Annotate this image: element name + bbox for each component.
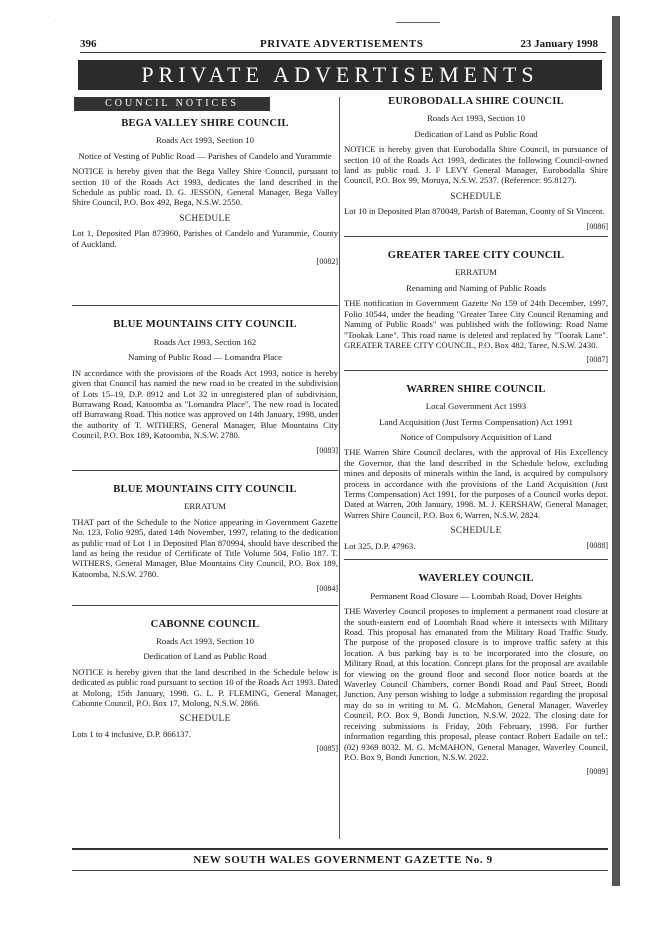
notice-council: BLUE MOUNTAINS CITY COUNCIL — [113, 483, 297, 495]
notice-cabonne — [72, 620, 338, 755]
page-number: 396 — [80, 38, 97, 50]
notice-subject: Naming of Public Road — Lomandra Place — [128, 352, 282, 363]
running-title: PRIVATE ADVERTISEMENTS — [260, 38, 424, 50]
notice-code: [0084] — [316, 584, 338, 594]
top-mark — [396, 22, 440, 23]
notice-act: Roads Act 1993, Section 10 — [156, 636, 254, 646]
schedule-text: Lots 1 to 4 inclusive, D.P. 866137. — [72, 728, 191, 739]
notice-act: Roads Act 1993, Section 10 — [156, 135, 254, 146]
notice-act-2: Land Acquisition (Just Terms Compensation) Act 1991 — [379, 416, 573, 427]
column-divider — [339, 97, 340, 839]
right-column — [344, 97, 608, 778]
notice-subject: Notice of Compulsory Acquisition of Land — [400, 431, 552, 442]
notice-act: Roads Act 1993, Section 10 — [427, 113, 525, 124]
notice-code: [0087] — [586, 355, 608, 365]
notice-warren — [344, 385, 608, 552]
notice-council: EUROBODALLA SHIRE COUNCIL — [388, 96, 564, 107]
notice-waverley — [344, 574, 608, 777]
notice-greater-taree — [344, 251, 608, 366]
notice-separator — [344, 236, 608, 237]
running-header — [80, 38, 598, 52]
scan-smudge: · · — [44, 14, 50, 20]
bottom-rule — [72, 870, 608, 871]
section-banner: PRIVATE ADVERTISEMENTS — [78, 60, 602, 90]
notice-separator — [72, 470, 338, 471]
schedule-text: Lot 10 in Deposited Plan 870049, Parish of Bateman, County of St Vincent. — [344, 206, 605, 217]
notice-subject: Dedication of Land as Public Road — [414, 128, 538, 139]
notice-body: NOTICE is hereby given that the land described in the Schedule below is dedicated as public road pursuant to section 10 of the Roads Act 1993. Dated at Molong, 15th January, 1998. G. L. P. FLEMING, General Manager, Cabonne Council, P.O. Box 17, Molong, N.S.W. 2866. — [72, 666, 338, 709]
schedule-heading: SCHEDULE — [450, 525, 502, 536]
notice-code: [0086] — [586, 221, 608, 231]
notice-code: [0089] — [586, 767, 608, 777]
schedule-text: Lot 1, Deposited Plan 873960, Parishes of Candelo and Yurammie, County of Auckland. — [72, 228, 338, 249]
header-rule — [80, 52, 606, 53]
scan-edge-bar — [612, 16, 620, 886]
schedule-heading: SCHEDULE — [179, 212, 231, 223]
notice-council: CABONNE COUNCIL — [150, 618, 260, 630]
notice-separator — [344, 370, 608, 371]
notice-act: Local Government Act 1993 — [425, 401, 527, 412]
notice-council: GREATER TAREE CITY COUNCIL — [387, 250, 565, 262]
notice-blue-mountains-naming — [72, 320, 338, 455]
schedule-heading: SCHEDULE — [179, 713, 231, 724]
notice-separator — [72, 605, 338, 606]
issue-date: 23 January 1998 — [520, 38, 598, 50]
notice-subject: Dedication of Land as Public Road — [143, 651, 267, 662]
schedule-heading: SCHEDULE — [450, 190, 502, 201]
notice-council: BEGA VALLEY SHIRE COUNCIL — [121, 118, 289, 129]
notice-body: NOTICE is hereby given that Eurobodalla Shire Council, in pursuance of section 10 of the Roads Act 1993, dedicates the following Council-owned land as public road. J. F LEVY General Manager, Eurobodalla Shire Council, P.O. Box 99, Moruya, N.S.W. 2537. (Reference: 95.8127). — [344, 144, 608, 186]
notice-body: NOTICE is hereby given that the Bega Valley Shire Council, pursuant to section 10 of the Roads Act 1993, dedicates the land described in the Schedule as public road. D. G. JESSON, General Manager, Bega Valley Shire Council, P.O. Box 492, Bega, N.S.W. 2550. — [72, 166, 338, 208]
footer-rule — [72, 848, 608, 850]
notice-separator — [72, 305, 338, 306]
notice-council: BLUE MOUNTAINS CITY COUNCIL — [113, 319, 297, 331]
notice-act: ERRATUM — [454, 267, 498, 278]
left-column — [72, 97, 338, 755]
notice-council: WAVERLEY COUNCIL — [418, 573, 534, 585]
section-label: COUNCIL NOTICES — [74, 97, 270, 111]
notice-code: [0082] — [316, 257, 338, 267]
notice-bega-valley — [72, 119, 338, 267]
notice-eurobodalla — [344, 97, 608, 232]
notice-blue-mountains-erratum — [72, 485, 338, 595]
notice-act: ERRATUM — [183, 501, 227, 512]
notice-body: THAT part of the Schedule to the Notice appearing in Government Gazette No. 123, Folio 9295, dated 14th November, 1997, relating to the dedication as public road of Lot 1 in Deposited Plan 870994, should have described the land as being the residue of Certificate of Title Volume 504, Folio 187. T. WITHERS, General Manager, Blue Mountains City Council, P.O. Box 189, Katoomba, N.S.W. 2780. — [72, 516, 338, 579]
notice-separator — [344, 559, 608, 560]
notice-code: [0083] — [316, 445, 338, 455]
notice-code: [0088] — [586, 541, 608, 550]
notice-code: [0085] — [316, 744, 338, 754]
notice-body: THE notification in Government Gazette No 159 of 24th December, 1997, Folio 10544, under the heading "Greater Taree City Council Renaming and Naming of Public Roads" was published with the following: Road Name "Tookak Lane". This road name is deleted and replaced by "Toorak Lane". GREATER TAREE CITY COUNCIL, P.O. Box 482, Taree, N.S.W. 2430. — [344, 298, 608, 350]
notice-subject: Notice of Vesting of Public Road — Parishes of Candelo and Yurammie — [78, 150, 332, 161]
notice-council: WARREN SHIRE COUNCIL — [406, 383, 546, 395]
notice-subject: Permanent Road Closure — Loombah Road, Dover Heights — [370, 590, 582, 601]
notice-body: THE Warren Shire Council declares, with the approval of His Excellency the Governor, that the land described in the Schedule below, excluding mines and deposits of minerals within the land, is acquired by compulsory process in accordance with the provisions of the Land Acquisition (Just Terms Compensation) Act 1991, for the purposes of a Council works depot. Dated at Warren, 20th January, 1998. M. J. KERSHAW, General Manager, Warren Shire Council, P.O. Box 6, Warren, N.S.W. 2824. — [344, 447, 608, 520]
notice-body: IN accordance with the provisions of the Roads Act 1993, notice is hereby given that Council has named the new road to be created in the subdivision of Lots 15–19, D.P. 8912 and Lot 32 in unregistered plan of subdivision, Burrawang Road, Katoomba as "Lomandra Place". The new road is located off Burrawang Road. This notice was approved on 14th January, 1998, under the authority of T. WITHERS, General Manager, Blue Mountains City Council, P.O. Box 189, Katoomba, N.S.W. 2780. — [72, 367, 338, 441]
notice-subject: Renaming and Naming of Public Roads — [406, 282, 546, 293]
notice-act: Roads Act 1993, Section 162 — [153, 336, 257, 347]
gazette-footer: NEW SOUTH WALES GOVERNMENT GAZETTE No. 9 — [193, 854, 493, 866]
schedule-text: Lot 325, D.P. 47963. — [344, 540, 416, 551]
notice-body: THE Waverley Council proposes to implement a permanent road closure at the south-eastern end of Loombah Road where it intersects with Military Road. This proposal has emanated from the Military Road Traffic Study. The purpose of the proposed closure is to improve traffic safety at this location. A bus parking bay is to be incorporated into the closure, on Military Road, at this location. Concept plans for the proposal are available for viewing on the ground floor and second floor notice boards at the Waverley Council Chambers, corner Bondi Road and Paul Street, Bondi Junction. Any person wishing to lodge a submission regarding the proposal may do so in writing to M. G. McMahon, General Manager, Waverley Council, P.O. Box 9, Bondi Junction, N.S.W. 2022. The closing date for receiving submissions is Friday, 20th February, 1998. For further information regarding this proposal, please contact Robert Eadaile on tel.: (02) 9369 8032. M. G. McMAHON, General Manager, Waverley Council, P.O. Box 9, Bondi Junction, N.S.W. 2022. — [344, 606, 608, 762]
